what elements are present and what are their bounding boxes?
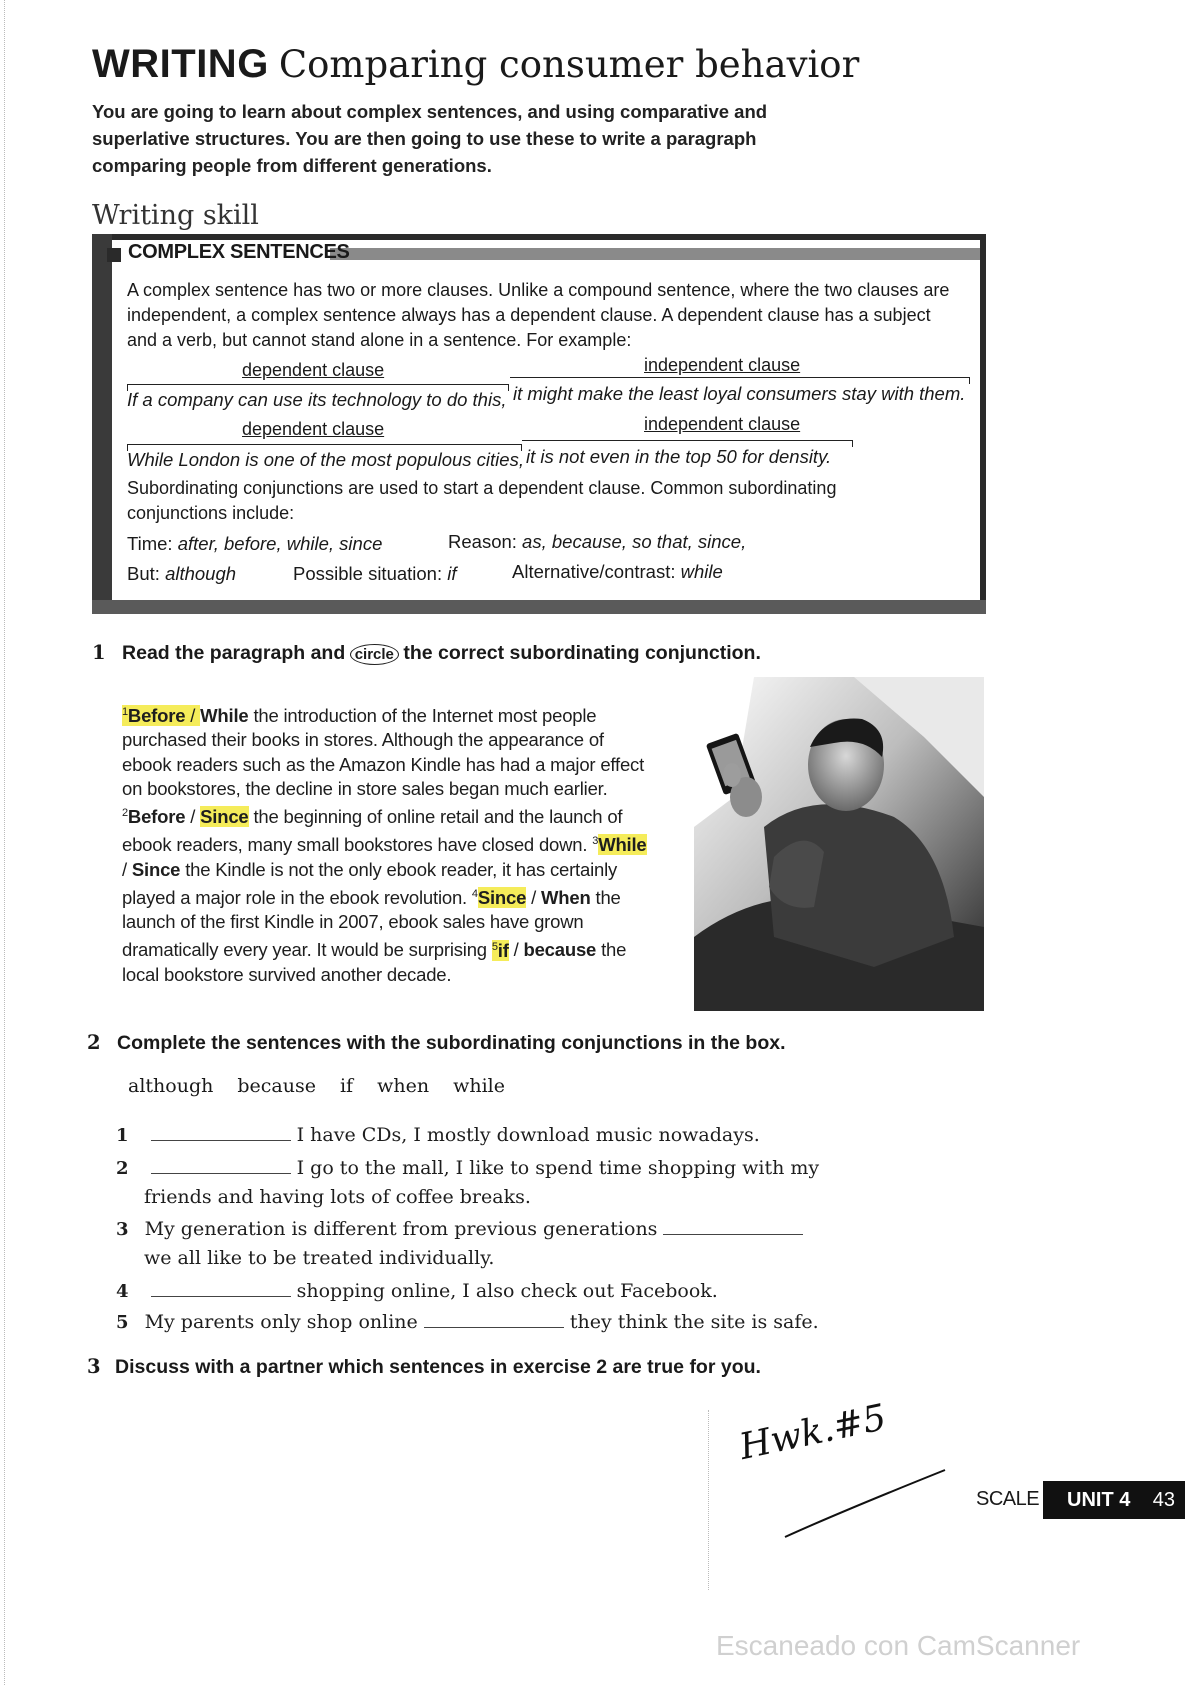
para-text-3: the Kindle is not the only ebook reader, it has certainly played a major role in the ebook revolution. bbox=[122, 858, 618, 909]
box-para-2: Subordinating conjunctions are used to start a dependent clause. Common subordinating conjunctions include: bbox=[127, 478, 837, 523]
conj-possible bbox=[293, 563, 457, 585]
gap-5-option-a[interactable]: if bbox=[497, 939, 509, 961]
conj-possible-words: if bbox=[447, 563, 457, 584]
conj-but bbox=[127, 563, 236, 585]
gap-1-number: 1 bbox=[122, 706, 128, 718]
word-box bbox=[128, 1075, 529, 1097]
gap-1-option-b[interactable]: While bbox=[200, 705, 249, 727]
gap-4-option-a[interactable]: Since bbox=[477, 887, 527, 909]
q1-paragraph bbox=[122, 700, 652, 987]
sentence-3-cont: we all like to be treated individually. bbox=[144, 1247, 495, 1269]
word-because: because bbox=[237, 1075, 316, 1097]
q3-text: Discuss with a partner which sentences in exercise 2 are true for you. bbox=[115, 1356, 761, 1378]
scan-edge-line bbox=[4, 0, 5, 1685]
gap-3-highlight bbox=[598, 834, 646, 855]
conj-reason bbox=[448, 531, 746, 553]
label-dependent-1: dependent clause bbox=[242, 360, 385, 380]
sentence-5 bbox=[116, 1311, 819, 1333]
gap-1-highlight bbox=[122, 705, 200, 726]
footer-page-number: 43 bbox=[1152, 1488, 1175, 1511]
footer-unit-box bbox=[1043, 1481, 1185, 1519]
gap-4-slash: / bbox=[526, 887, 542, 909]
sentence-1-text: I have CDs, I mostly download music nowadays. bbox=[296, 1124, 760, 1146]
box-left-strip bbox=[92, 234, 112, 612]
question-1 bbox=[92, 641, 761, 665]
box-title-bar bbox=[330, 248, 980, 260]
photo-man-reading-ereader bbox=[694, 677, 984, 1011]
box-title-square bbox=[107, 248, 121, 262]
conj-reason-words: as, because, so that, since, bbox=[522, 531, 747, 552]
gap-2-option-b[interactable]: Since bbox=[200, 806, 249, 828]
sentence-2-blank[interactable] bbox=[151, 1157, 291, 1174]
box-bottom-strip bbox=[92, 600, 986, 614]
conj-time bbox=[127, 533, 382, 555]
sentence-3-blank[interactable] bbox=[663, 1218, 803, 1235]
label-independent-1: independent clause bbox=[644, 355, 801, 375]
gap-2-option-a[interactable]: Before bbox=[127, 806, 186, 828]
gap-4-number: 4 bbox=[471, 887, 478, 900]
conj-time-label: Time: bbox=[127, 533, 173, 554]
word-if: if bbox=[339, 1075, 354, 1097]
gap-2-number: 2 bbox=[122, 806, 128, 819]
sentence-3-text-a: My generation is different from previous generations bbox=[144, 1218, 658, 1240]
conj-but-words: although bbox=[165, 563, 237, 584]
gap-3-option-b[interactable]: Since bbox=[131, 858, 181, 880]
word-while: while bbox=[453, 1075, 505, 1097]
sentence-4-number: 4 bbox=[116, 1281, 129, 1302]
gap-5-slash: / bbox=[508, 939, 524, 961]
example-1-independent: it might make the least loyal consumers stay with them. bbox=[513, 383, 966, 404]
q1-number: 1 bbox=[92, 641, 106, 664]
gap-5-highlight bbox=[492, 940, 509, 961]
gap-1-slash: / bbox=[185, 705, 201, 727]
q1-text-b: the correct subordinating conjunction. bbox=[403, 642, 761, 664]
intro-text: You are going to learn about complex sentences, and using comparative and superlative structures. You are then going to use these to write a paragraph comparing people from different generations. bbox=[92, 101, 768, 176]
para-text-1: the introduction of the Internet most people purchased their books in stores. Although the appearance of ebook readers such as the Amazon Kindle has had a major effect on bookstores, the decline in store sales began much earlier. bbox=[122, 705, 645, 799]
conj-time-words: after, before, while, since bbox=[177, 533, 383, 554]
sentence-4-blank[interactable] bbox=[151, 1280, 291, 1297]
box-title: COMPLEX SENTENCES bbox=[128, 241, 350, 263]
gap-4-highlight bbox=[478, 887, 526, 908]
gap-3-number: 3 bbox=[592, 835, 599, 848]
para-text-5: the local bookstore survived another decade. bbox=[122, 939, 627, 985]
conj-alt-label: Alternative/contrast: bbox=[512, 561, 676, 582]
gap-3-option-a[interactable]: While bbox=[598, 834, 647, 856]
gap-2-highlight bbox=[200, 806, 248, 827]
word-although: although bbox=[128, 1075, 214, 1097]
example-1-dependent: If a company can use its technology to do this, bbox=[127, 389, 507, 410]
sentence-5-text-a: My parents only shop online bbox=[144, 1311, 418, 1333]
sentence-1-number: 1 bbox=[116, 1125, 129, 1146]
gap-5-option-b[interactable]: because bbox=[523, 939, 597, 961]
sentence-2-number: 2 bbox=[116, 1158, 129, 1179]
sentence-2 bbox=[116, 1157, 819, 1179]
para-text-2: the beginning of online retail and the launch of ebook readers, many small bookstores have closed down. bbox=[122, 806, 623, 856]
sentence-4 bbox=[116, 1280, 718, 1302]
conj-alt bbox=[512, 561, 723, 583]
q3-number: 3 bbox=[87, 1355, 101, 1378]
sentence-2-text-a: I go to the mall, I like to spend time shopping with my bbox=[296, 1157, 820, 1179]
sentence-4-text: shopping online, I also check out Facebook. bbox=[296, 1280, 718, 1302]
page-heading bbox=[92, 42, 859, 87]
gap-4-option-b[interactable]: When bbox=[541, 887, 591, 909]
sentence-2-cont: friends and having lots of coffee breaks. bbox=[144, 1186, 531, 1208]
label-dependent-2: dependent clause bbox=[242, 419, 385, 439]
conj-but-label: But: bbox=[127, 563, 160, 584]
gap-2-slash: / bbox=[185, 806, 201, 828]
sentence-5-blank[interactable] bbox=[424, 1311, 564, 1328]
q2-text: Complete the sentences with the subordinating conjunctions in the box. bbox=[117, 1032, 786, 1054]
sentence-3-number: 3 bbox=[116, 1219, 129, 1240]
conj-possible-label: Possible situation: bbox=[293, 563, 443, 584]
heading-title: Comparing consumer behavior bbox=[278, 43, 860, 86]
handwritten-stroke bbox=[780, 1462, 950, 1542]
para-text-4: the launch of the first Kindle in 2007, ebook sales have grown dramatically every year. It would be surprising bbox=[122, 887, 621, 961]
gap-1-option-a[interactable]: Before bbox=[127, 705, 186, 727]
footer-scale: SCALE bbox=[976, 1488, 1040, 1510]
gap-3-slash: / bbox=[122, 858, 132, 880]
handwritten-note: Hwk.#5 bbox=[736, 1397, 890, 1469]
box-para-1: A complex sentence has two or more clauses. Unlike a compound sentence, where the two clauses are independent, a complex sentence always has a dependent clause. A dependent clause has a subject and a verb, but cannot stand alone in a sentence. For example: bbox=[127, 280, 950, 350]
label-independent-2: independent clause bbox=[644, 414, 801, 434]
conj-reason-label: Reason: bbox=[448, 531, 517, 552]
conj-alt-words: while bbox=[680, 561, 723, 582]
question-2 bbox=[87, 1031, 786, 1055]
example-2-independent: it is not even in the top 50 for density. bbox=[526, 446, 832, 467]
q2-number: 2 bbox=[87, 1031, 101, 1054]
q1-text-a: Read the paragraph and bbox=[122, 642, 346, 664]
camscanner-watermark: Escaneado con CamScanner bbox=[716, 1630, 1081, 1661]
heading-writing: WRITING bbox=[92, 42, 269, 86]
sentence-3 bbox=[116, 1218, 803, 1240]
example-2-dependent: While London is one of the most populous cities, bbox=[127, 449, 524, 470]
q1-circle-word: circle bbox=[350, 644, 399, 665]
sentence-1 bbox=[116, 1124, 760, 1146]
question-3 bbox=[87, 1355, 761, 1379]
word-when: when bbox=[377, 1075, 430, 1097]
gap-5-number: 5 bbox=[491, 940, 498, 953]
footer-unit: UNIT 4 bbox=[1067, 1488, 1131, 1511]
scan-fold-line bbox=[708, 1410, 709, 1590]
sentence-5-text-b: they think the site is safe. bbox=[569, 1311, 819, 1333]
section-title: Writing skill bbox=[92, 200, 259, 231]
sentence-1-blank[interactable] bbox=[151, 1124, 291, 1141]
sentence-5-number: 5 bbox=[116, 1312, 129, 1333]
